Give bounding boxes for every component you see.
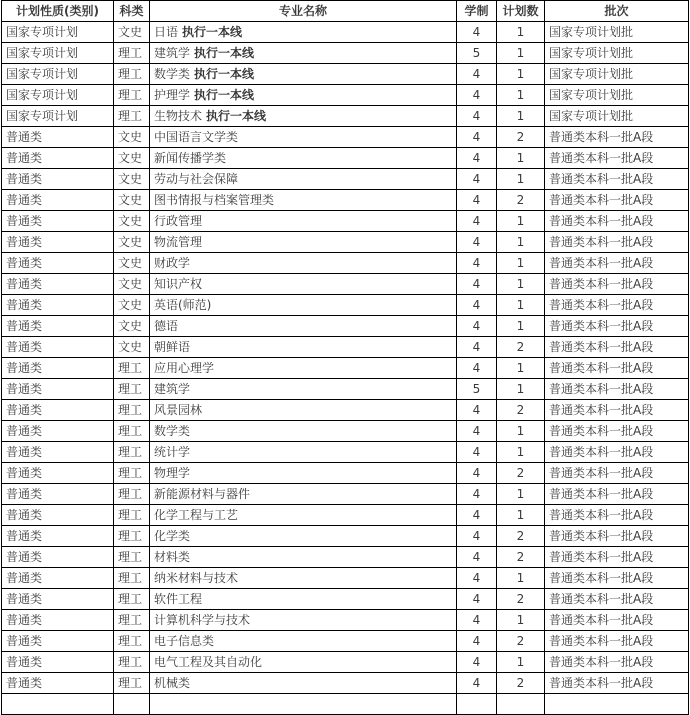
table-row <box>2 589 689 610</box>
cell-years: 4 <box>457 253 497 274</box>
cell-batch: 普通类本科一批A段 <box>545 253 689 274</box>
table-row <box>2 526 689 547</box>
cell-years: 4 <box>457 631 497 652</box>
cell-years: 4 <box>457 64 497 85</box>
cell-years: 4 <box>457 22 497 43</box>
cell-category: 理工 <box>114 64 150 85</box>
cell-major-name <box>150 274 457 295</box>
cell-category: 理工 <box>114 631 150 652</box>
major-name-text: 新能源材料与器件 <box>154 487 251 501</box>
cell-plan-type: 普通类 <box>2 190 114 211</box>
table-row <box>2 694 689 715</box>
cell-years: 4 <box>457 274 497 295</box>
cell-major-name <box>150 211 457 232</box>
major-name-text: 知识产权 <box>154 277 203 291</box>
cell-major-name <box>150 169 457 190</box>
major-name-text: 电子信息类 <box>154 634 215 648</box>
cell-major-name <box>150 526 457 547</box>
cell-major-name <box>150 337 457 358</box>
cell-plan-count: 1 <box>497 106 545 127</box>
major-name-text: 软件工程 <box>154 592 203 606</box>
cell-years: 4 <box>457 337 497 358</box>
cell-plan-type: 普通类 <box>2 316 114 337</box>
cell-plan-type: 普通类 <box>2 610 114 631</box>
major-name-text: 化学工程与工艺 <box>154 508 239 522</box>
major-name-text: 新闻传播学类 <box>154 151 227 165</box>
cell-category: 理工 <box>114 673 150 694</box>
cell-batch: 普通类本科一批A段 <box>545 295 689 316</box>
table-row <box>2 673 689 694</box>
cell-batch: 普通类本科一批A段 <box>545 358 689 379</box>
table-row <box>2 421 689 442</box>
table-row <box>2 43 689 64</box>
cell-plan-type: 普通类 <box>2 526 114 547</box>
table-row <box>2 64 689 85</box>
cell-major-name <box>150 547 457 568</box>
cell-category: 理工 <box>114 43 150 64</box>
cell-major-name <box>150 505 457 526</box>
cell-major-name <box>150 484 457 505</box>
cell-batch: 普通类本科一批A段 <box>545 484 689 505</box>
cell-years: 4 <box>457 484 497 505</box>
cell-years: 4 <box>457 148 497 169</box>
table-row <box>2 463 689 484</box>
table-row <box>2 337 689 358</box>
cell-batch: 普通类本科一批A段 <box>545 400 689 421</box>
cell-category: 理工 <box>114 505 150 526</box>
cell-batch: 国家专项计划批 <box>545 64 689 85</box>
cell-plan-count: 2 <box>497 463 545 484</box>
cell-plan-count: 1 <box>497 85 545 106</box>
cell-major-name <box>150 85 457 106</box>
cell-category: 文史 <box>114 148 150 169</box>
cell-category <box>114 694 150 715</box>
cell-plan-count: 2 <box>497 400 545 421</box>
cell-category: 文史 <box>114 127 150 148</box>
cell-years: 4 <box>457 421 497 442</box>
cell-major-name <box>150 295 457 316</box>
table-row <box>2 610 689 631</box>
cell-category: 理工 <box>114 568 150 589</box>
cell-years: 4 <box>457 652 497 673</box>
major-name-text: 生物技术 <box>154 109 203 123</box>
cell-major-name <box>150 253 457 274</box>
cell-batch: 普通类本科一批A段 <box>545 274 689 295</box>
cell-plan-count: 1 <box>497 505 545 526</box>
table-row <box>2 211 689 232</box>
cell-category: 理工 <box>114 484 150 505</box>
cell-plan-type: 普通类 <box>2 589 114 610</box>
cell-years: 4 <box>457 526 497 547</box>
cell-batch: 普通类本科一批A段 <box>545 568 689 589</box>
table-row <box>2 148 689 169</box>
major-name-text: 风景园林 <box>154 403 203 417</box>
cell-plan-type: 普通类 <box>2 484 114 505</box>
cell-plan-count: 1 <box>497 169 545 190</box>
cell-category: 理工 <box>114 526 150 547</box>
cell-years: 4 <box>457 610 497 631</box>
cell-batch: 普通类本科一批A段 <box>545 337 689 358</box>
cell-major-name <box>150 631 457 652</box>
cell-plan-type <box>2 694 114 715</box>
cell-major-name <box>150 568 457 589</box>
cell-plan-type: 普通类 <box>2 568 114 589</box>
enrollment-plan-table <box>1 0 689 715</box>
cell-batch: 普通类本科一批A段 <box>545 148 689 169</box>
cell-category: 文史 <box>114 253 150 274</box>
cell-plan-count: 1 <box>497 358 545 379</box>
cell-plan-type: 国家专项计划 <box>2 85 114 106</box>
major-name-text: 中国语言文学类 <box>154 130 239 144</box>
cell-category: 文史 <box>114 190 150 211</box>
cell-plan-type: 普通类 <box>2 211 114 232</box>
header-major-name: 专业名称 <box>150 1 457 22</box>
cell-years: 4 <box>457 232 497 253</box>
cell-plan-count: 2 <box>497 526 545 547</box>
cell-batch: 普通类本科一批A段 <box>545 211 689 232</box>
cell-plan-count: 1 <box>497 232 545 253</box>
major-name-text: 化学类 <box>154 529 191 543</box>
cell-plan-count: 1 <box>497 484 545 505</box>
cell-category: 理工 <box>114 85 150 106</box>
cell-years: 5 <box>457 379 497 400</box>
cell-category: 文史 <box>114 274 150 295</box>
cell-category: 文史 <box>114 211 150 232</box>
cell-category: 文史 <box>114 232 150 253</box>
cell-batch: 普通类本科一批A段 <box>545 652 689 673</box>
cell-major-name <box>150 106 457 127</box>
cell-plan-count: 2 <box>497 547 545 568</box>
cell-major-name <box>150 589 457 610</box>
table-row <box>2 568 689 589</box>
cell-years: 4 <box>457 85 497 106</box>
cell-major-name <box>150 652 457 673</box>
table-row <box>2 652 689 673</box>
major-name-text: 财政学 <box>154 256 191 270</box>
cell-category: 文史 <box>114 337 150 358</box>
cell-batch <box>545 694 689 715</box>
table-row <box>2 232 689 253</box>
cutoff-note: 执行一本线 <box>194 88 255 102</box>
table-row <box>2 22 689 43</box>
cell-plan-type: 普通类 <box>2 358 114 379</box>
cell-category: 理工 <box>114 379 150 400</box>
cell-batch: 普通类本科一批A段 <box>545 316 689 337</box>
cell-batch: 普通类本科一批A段 <box>545 526 689 547</box>
table-row <box>2 547 689 568</box>
table-row <box>2 169 689 190</box>
cell-category: 理工 <box>114 652 150 673</box>
cell-plan-count: 2 <box>497 127 545 148</box>
cell-batch: 国家专项计划批 <box>545 106 689 127</box>
cell-major-name <box>150 463 457 484</box>
cell-plan-type: 普通类 <box>2 400 114 421</box>
cell-years: 4 <box>457 358 497 379</box>
cell-major-name <box>150 148 457 169</box>
table-row <box>2 505 689 526</box>
cell-plan-count: 1 <box>497 568 545 589</box>
table-row <box>2 190 689 211</box>
cell-batch: 国家专项计划批 <box>545 85 689 106</box>
cell-plan-type: 普通类 <box>2 673 114 694</box>
cell-years: 4 <box>457 589 497 610</box>
cell-years: 5 <box>457 43 497 64</box>
major-name-text: 德语 <box>154 319 179 333</box>
cutoff-note: 执行一本线 <box>182 25 243 39</box>
cell-category: 文史 <box>114 316 150 337</box>
major-name-text: 日语 <box>154 25 179 39</box>
cell-years: 4 <box>457 127 497 148</box>
major-name-text: 英语(师范) <box>154 298 212 312</box>
major-name-text: 计算机科学与技术 <box>154 613 251 627</box>
cell-plan-type: 国家专项计划 <box>2 106 114 127</box>
table-row <box>2 316 689 337</box>
major-name-text: 统计学 <box>154 445 191 459</box>
cell-years: 4 <box>457 295 497 316</box>
cell-batch: 普通类本科一批A段 <box>545 547 689 568</box>
table-row <box>2 85 689 106</box>
cell-plan-count <box>497 694 545 715</box>
cell-batch: 普通类本科一批A段 <box>545 631 689 652</box>
cell-plan-type: 国家专项计划 <box>2 64 114 85</box>
cell-plan-type: 普通类 <box>2 295 114 316</box>
cell-years: 4 <box>457 463 497 484</box>
cell-plan-type: 普通类 <box>2 463 114 484</box>
cell-category: 理工 <box>114 463 150 484</box>
cell-plan-count: 1 <box>497 253 545 274</box>
cell-plan-type: 普通类 <box>2 127 114 148</box>
major-name-text: 图书情报与档案管理类 <box>154 193 275 207</box>
table-row <box>2 400 689 421</box>
cell-batch: 普通类本科一批A段 <box>545 589 689 610</box>
cell-major-name <box>150 379 457 400</box>
cell-batch: 普通类本科一批A段 <box>545 232 689 253</box>
cell-major-name <box>150 190 457 211</box>
major-name-text: 纳米材料与技术 <box>154 571 239 585</box>
cell-batch: 普通类本科一批A段 <box>545 505 689 526</box>
major-name-text: 材料类 <box>154 550 191 564</box>
table-row <box>2 274 689 295</box>
cell-plan-count: 1 <box>497 442 545 463</box>
cell-plan-count: 2 <box>497 631 545 652</box>
cell-years: 4 <box>457 442 497 463</box>
cell-years: 4 <box>457 190 497 211</box>
header-category: 科类 <box>114 1 150 22</box>
cell-major-name <box>150 442 457 463</box>
major-name-text: 朝鲜语 <box>154 340 191 354</box>
cell-category: 理工 <box>114 547 150 568</box>
cell-category: 理工 <box>114 589 150 610</box>
cell-major-name <box>150 610 457 631</box>
cell-major-name <box>150 232 457 253</box>
table-row <box>2 442 689 463</box>
cell-major-name <box>150 64 457 85</box>
cell-plan-count: 2 <box>497 190 545 211</box>
cell-plan-count: 1 <box>497 211 545 232</box>
cell-plan-type: 普通类 <box>2 379 114 400</box>
major-name-text: 物流管理 <box>154 235 203 249</box>
cell-category: 文史 <box>114 169 150 190</box>
cell-category: 理工 <box>114 358 150 379</box>
cell-plan-count: 1 <box>497 274 545 295</box>
cell-years: 4 <box>457 169 497 190</box>
cell-major-name <box>150 127 457 148</box>
cell-years: 4 <box>457 106 497 127</box>
cell-years: 4 <box>457 400 497 421</box>
cell-category: 理工 <box>114 442 150 463</box>
cell-plan-type: 普通类 <box>2 631 114 652</box>
cell-batch: 普通类本科一批A段 <box>545 190 689 211</box>
cell-plan-type: 普通类 <box>2 442 114 463</box>
cell-years: 4 <box>457 547 497 568</box>
major-name-text: 机械类 <box>154 676 191 690</box>
cell-plan-type: 普通类 <box>2 652 114 673</box>
major-name-text: 劳动与社会保障 <box>154 172 239 186</box>
cell-major-name <box>150 694 457 715</box>
cell-plan-type: 普通类 <box>2 253 114 274</box>
table-row <box>2 127 689 148</box>
cell-batch: 普通类本科一批A段 <box>545 673 689 694</box>
table-row <box>2 358 689 379</box>
table-body <box>2 22 689 715</box>
cell-years: 4 <box>457 673 497 694</box>
cell-batch: 普通类本科一批A段 <box>545 442 689 463</box>
table-row <box>2 631 689 652</box>
cell-major-name <box>150 400 457 421</box>
table-row <box>2 253 689 274</box>
header-plan-count: 计划数 <box>497 1 545 22</box>
cell-years: 4 <box>457 211 497 232</box>
cell-plan-type: 普通类 <box>2 274 114 295</box>
cutoff-note: 执行一本线 <box>206 109 267 123</box>
table-row <box>2 484 689 505</box>
cell-batch: 普通类本科一批A段 <box>545 463 689 484</box>
cell-years <box>457 694 497 715</box>
cell-years: 4 <box>457 505 497 526</box>
cell-batch: 普通类本科一批A段 <box>545 127 689 148</box>
cell-plan-type: 国家专项计划 <box>2 22 114 43</box>
cell-major-name <box>150 421 457 442</box>
cell-plan-count: 1 <box>497 379 545 400</box>
cell-batch: 国家专项计划批 <box>545 22 689 43</box>
cell-plan-count: 1 <box>497 64 545 85</box>
cell-years: 4 <box>457 568 497 589</box>
cell-batch: 普通类本科一批A段 <box>545 379 689 400</box>
cell-major-name <box>150 43 457 64</box>
major-name-text: 数学类 <box>154 67 191 81</box>
major-name-text: 电气工程及其自动化 <box>154 655 263 669</box>
cell-plan-count: 1 <box>497 316 545 337</box>
major-name-text: 物理学 <box>154 466 191 480</box>
major-name-text: 行政管理 <box>154 214 203 228</box>
cell-category: 理工 <box>114 400 150 421</box>
major-name-text: 应用心理学 <box>154 361 215 375</box>
cell-plan-count: 1 <box>497 295 545 316</box>
cell-plan-count: 2 <box>497 589 545 610</box>
major-name-text: 建筑学 <box>154 46 191 60</box>
cell-plan-type: 普通类 <box>2 232 114 253</box>
cutoff-note: 执行一本线 <box>194 67 255 81</box>
header-years: 学制 <box>457 1 497 22</box>
cell-years: 4 <box>457 316 497 337</box>
cell-category: 理工 <box>114 106 150 127</box>
cell-plan-count: 1 <box>497 22 545 43</box>
cell-plan-count: 1 <box>497 610 545 631</box>
header-batch: 批次 <box>545 1 689 22</box>
cutoff-note: 执行一本线 <box>194 46 255 60</box>
cell-category: 理工 <box>114 421 150 442</box>
table-row <box>2 295 689 316</box>
cell-category: 文史 <box>114 22 150 43</box>
cell-major-name <box>150 316 457 337</box>
major-name-text: 护理学 <box>154 88 191 102</box>
table-row <box>2 379 689 400</box>
cell-plan-count: 1 <box>497 148 545 169</box>
cell-batch: 普通类本科一批A段 <box>545 421 689 442</box>
cell-plan-type: 普通类 <box>2 169 114 190</box>
cell-plan-count: 1 <box>497 652 545 673</box>
cell-batch: 普通类本科一批A段 <box>545 610 689 631</box>
cell-category: 文史 <box>114 295 150 316</box>
cell-category: 理工 <box>114 610 150 631</box>
table-row <box>2 106 689 127</box>
major-name-text: 建筑学 <box>154 382 191 396</box>
header-plan-type: 计划性质(类别) <box>2 1 114 22</box>
cell-plan-type: 国家专项计划 <box>2 43 114 64</box>
cell-major-name <box>150 673 457 694</box>
major-name-text: 数学类 <box>154 424 191 438</box>
cell-plan-type: 普通类 <box>2 148 114 169</box>
cell-major-name <box>150 358 457 379</box>
cell-major-name <box>150 22 457 43</box>
cell-plan-count: 1 <box>497 43 545 64</box>
cell-plan-count: 1 <box>497 421 545 442</box>
table-header-row <box>2 1 689 22</box>
cell-plan-count: 2 <box>497 337 545 358</box>
cell-plan-count: 2 <box>497 673 545 694</box>
cell-plan-type: 普通类 <box>2 337 114 358</box>
cell-plan-type: 普通类 <box>2 547 114 568</box>
cell-plan-type: 普通类 <box>2 505 114 526</box>
cell-plan-type: 普通类 <box>2 421 114 442</box>
cell-batch: 普通类本科一批A段 <box>545 169 689 190</box>
cell-batch: 国家专项计划批 <box>545 43 689 64</box>
